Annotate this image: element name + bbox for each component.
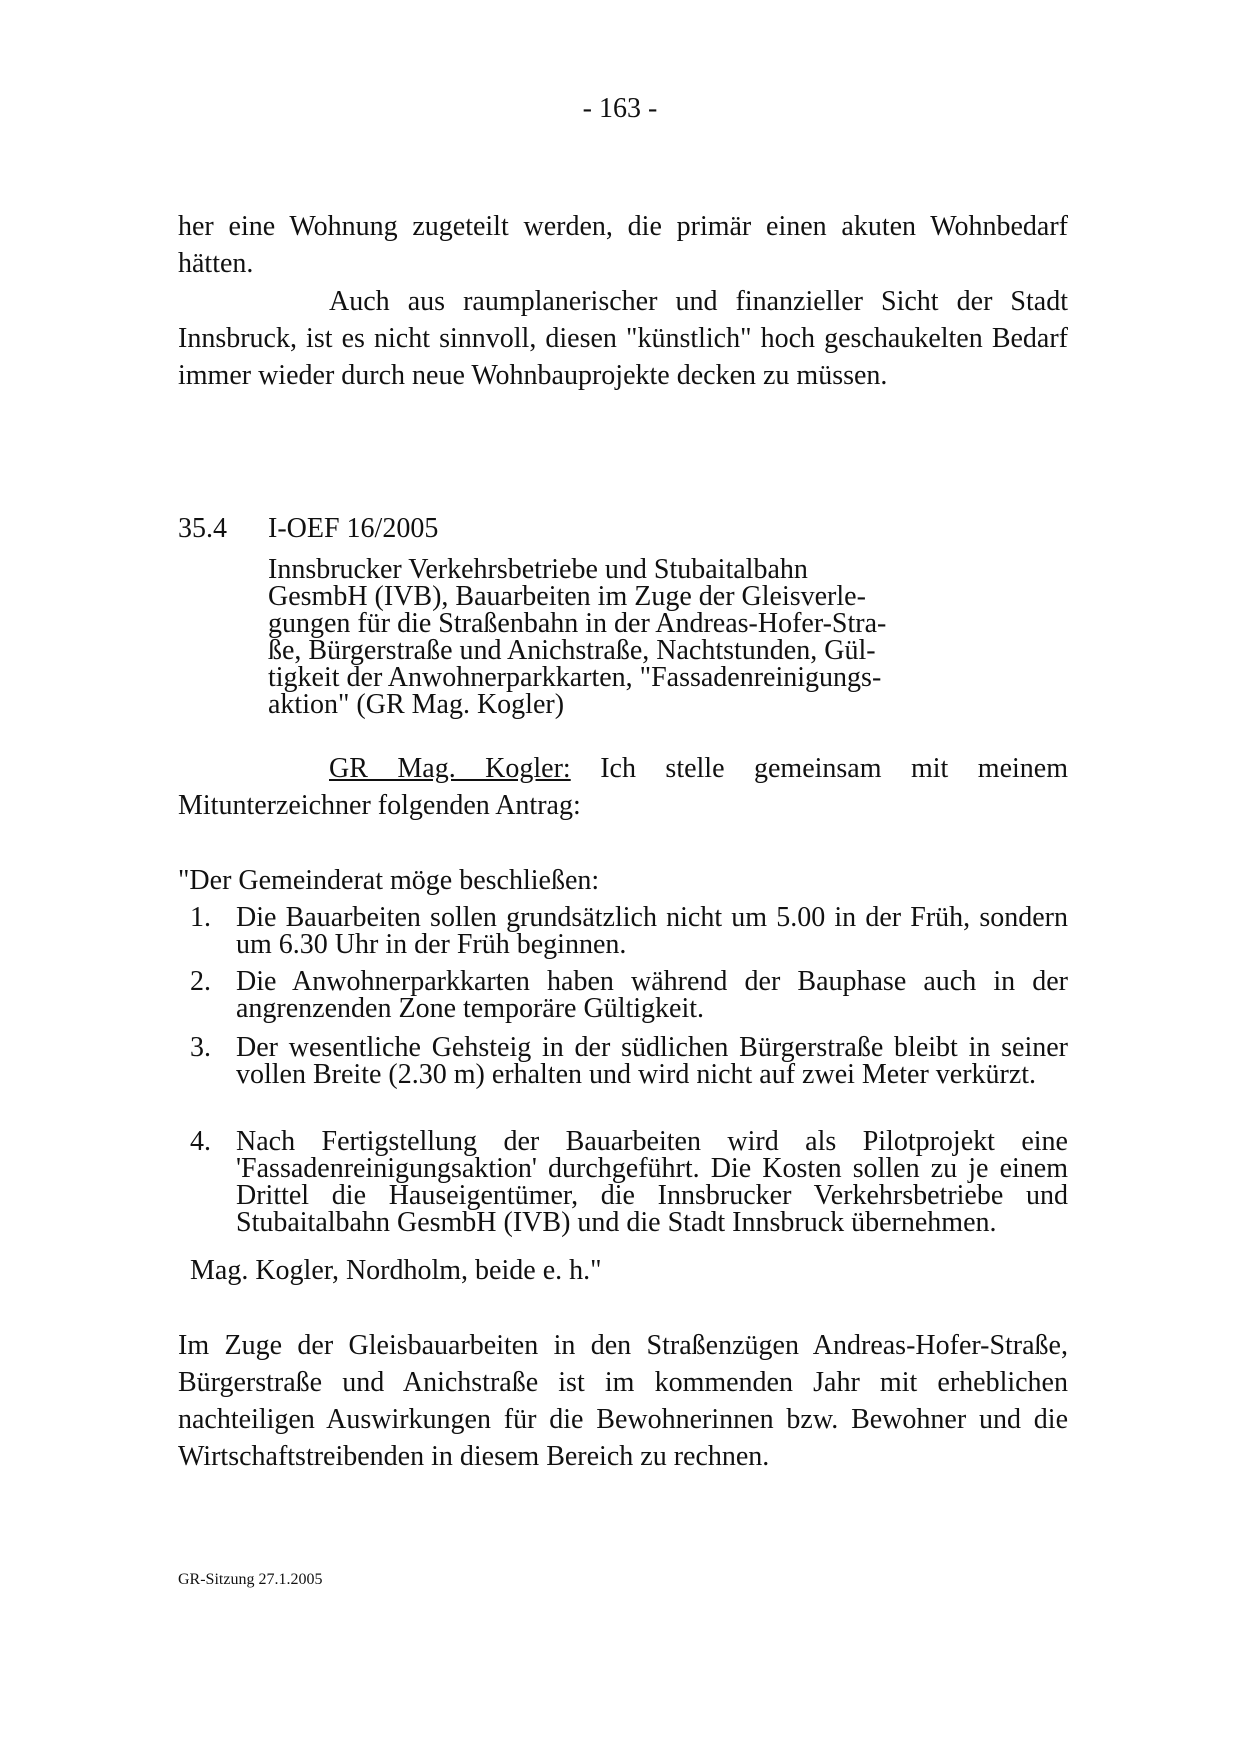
motion-item-text: Der wesentliche Gehsteig in der südlichen Bürgerstraße bleibt in seiner vollen Breite (2.30 m) erhalten und wird nicht auf zwei Meter verkürzt. bbox=[236, 1032, 1068, 1090]
agenda-title bbox=[268, 556, 918, 718]
agenda-code: I-OEF 16/2005 bbox=[268, 513, 439, 544]
agenda-title-line: tigkeit der Anwohnerparkkarten, "Fassadenreinigungs- bbox=[268, 662, 882, 693]
closing-paragraph: Im Zuge der Gleisbauarbeiten in den Straßenzügen Andreas-Hofer-Straße, Bürgerstraße und Anichstraße ist im kommenden Jahr mit erheblichen nachteiligen Auswirkungen für die Bewohnerinnen bzw. Bewohner und die Wirtschaftstreibenden in diesem Bereich zu rechnen. bbox=[178, 1330, 1068, 1472]
footer-session-date: GR-Sitzung 27.1.2005 bbox=[178, 1571, 323, 1588]
motion-intro: "Der Gemeinderat möge beschließen: bbox=[178, 865, 600, 896]
agenda-title-line: GesmbH (IVB), Bauarbeiten im Zuge der Gleisverle- bbox=[268, 581, 866, 612]
agenda-title-line: aktion" (GR Mag. Kogler) bbox=[268, 689, 565, 720]
motion-item-number: 2. bbox=[190, 966, 211, 997]
statement-text: Ich stelle gemeinsam mit meinem Mitunterzeichner folgenden Antrag: bbox=[178, 753, 1068, 821]
motion-item-text: Die Anwohnerparkkarten haben während der Bauphase auch in der angrenzenden Zone temporäre Gültigkeit. bbox=[236, 966, 1068, 1024]
paragraph-planning: Auch aus raumplanerischer und finanzieller Sicht der Stadt Innsbruck, ist es nicht sinnvoll, diesen "künstlich" hoch geschaukelten Bedarf immer wieder durch neue Wohnbauprojekte decken zu müssen. bbox=[178, 286, 1068, 391]
page-number: - 163 - bbox=[582, 93, 658, 124]
agenda-title-line: gungen für die Straßenbahn in der Andreas-Hofer-Stra- bbox=[268, 608, 887, 639]
motion-item-number: 4. bbox=[190, 1126, 211, 1157]
motion-item-text: Nach Fertigstellung der Bauarbeiten wird als Pilotprojekt eine 'Fassadenreinigungsaktion' durchgeführt. Die Kosten sollen zu je einem Drittel die Hauseigentümer, die Innsbrucker Verkehrsbetriebe und Stubaitalbahn GesmbH (IVB) und die Stadt Innsbruck übernehmen. bbox=[236, 1126, 1068, 1238]
speaker-name: GR Mag. Kogler: bbox=[329, 753, 571, 784]
paragraph-continuation: her eine Wohnung zugeteilt werden, die primär einen akuten Wohnbedarf hätten. bbox=[178, 211, 1068, 279]
motion-item-text: Die Bauarbeiten sollen grundsätzlich nicht um 5.00 in der Früh, sondern um 6.30 Uhr in der Früh beginnen. bbox=[236, 902, 1068, 960]
statement-paragraph bbox=[178, 750, 1068, 824]
motion-signers: Mag. Kogler, Nordholm, beide e. h." bbox=[190, 1255, 602, 1286]
agenda-title-line: Innsbrucker Verkehrsbetriebe und Stubaitalbahn bbox=[268, 554, 808, 585]
motion-item-number: 1. bbox=[190, 902, 211, 933]
motion-item-number: 3. bbox=[190, 1032, 211, 1063]
agenda-number: 35.4 bbox=[178, 513, 227, 544]
agenda-title-line: ße, Bürgerstraße und Anichstraße, Nachtstunden, Gül- bbox=[268, 635, 876, 666]
